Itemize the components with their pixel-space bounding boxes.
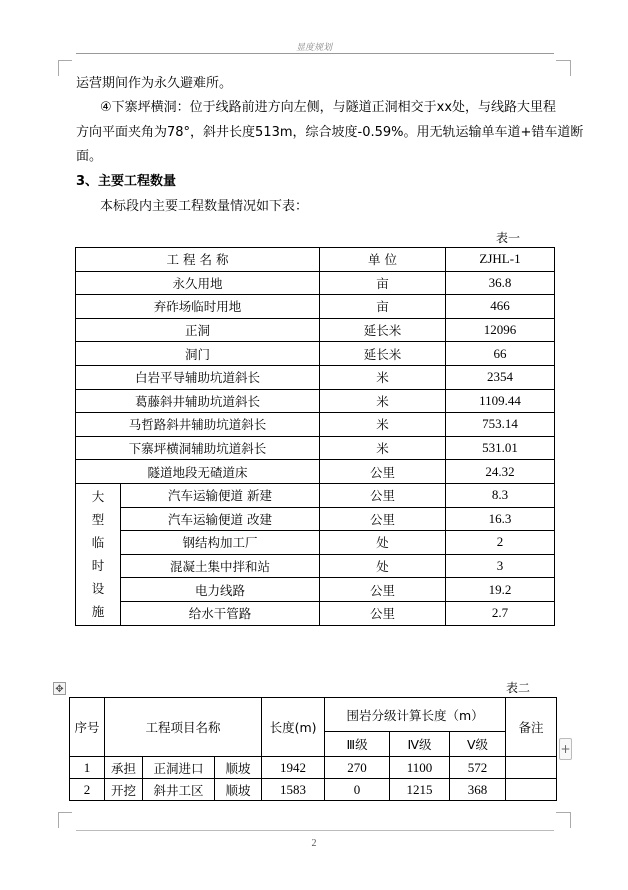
value-cell: 16.3 [446, 507, 555, 531]
group-label-cell: 大型临时设施 [76, 483, 121, 625]
crop-mark-tr [570, 60, 571, 76]
table-row [76, 578, 555, 602]
value-cell: 2 [446, 531, 555, 555]
header-rule [76, 53, 554, 54]
crop-mark-bl-h [58, 812, 72, 813]
type-cell: 开挖 [105, 779, 143, 801]
header-cell: 备注 [506, 698, 557, 757]
section-heading: 3、主要工程数量 [76, 174, 177, 189]
seq-cell: 1 [70, 757, 105, 779]
value-cell: 531.01 [446, 436, 555, 460]
unit-cell: 延长米 [320, 318, 446, 342]
crop-mark-br [570, 812, 571, 828]
header-cell: Ⅴ级 [450, 732, 506, 757]
table-row [70, 757, 557, 779]
unit-cell: 米 [320, 365, 446, 389]
unit-cell: 米 [320, 389, 446, 413]
paragraph-line: 运营期间作为永久避难所。 [76, 76, 233, 91]
value-cell: 66 [446, 342, 555, 366]
header-cell: 工 程 名 称 [76, 248, 320, 272]
header-cell: 长度(m) [262, 698, 325, 757]
crop-mark-br-h [556, 812, 570, 813]
rock-grade-table [69, 697, 557, 801]
value-cell: 12096 [446, 318, 555, 342]
name-cell: 给水干管路 [121, 601, 320, 625]
length-cell: 1583 [262, 779, 325, 801]
table-row [76, 389, 555, 413]
table-header-row [76, 248, 555, 272]
page-header: 显度规划 [295, 42, 332, 52]
crop-mark-tl [58, 60, 59, 76]
unit-cell: 处 [320, 531, 446, 555]
header-cell: 工程项目名称 [105, 698, 262, 757]
header-cell: 围岩分级计算长度（m） [325, 698, 506, 732]
name-cell: 电力线路 [121, 578, 320, 602]
value-cell: 753.14 [446, 413, 555, 437]
page-number: 2 [311, 838, 317, 849]
unit-cell: 亩 [320, 295, 446, 319]
grade3-cell: 0 [325, 779, 390, 801]
grade5-cell: 368 [450, 779, 506, 801]
name-cell: 弃砟场临时用地 [76, 295, 320, 319]
remark-cell [506, 757, 557, 779]
value-cell: 19.2 [446, 578, 555, 602]
footer-rule [76, 830, 554, 831]
paragraph-line: 本标段内主要工程数量情况如下表： [100, 199, 309, 214]
table-row [76, 271, 555, 295]
header-cell: ZJHL-1 [446, 248, 555, 272]
add-column-button[interactable]: + [559, 738, 572, 760]
slope-cell: 顺坡 [215, 779, 262, 801]
unit-cell: 公里 [320, 460, 446, 484]
grade4-cell: 1215 [390, 779, 450, 801]
table-row [76, 531, 555, 555]
table-row [70, 779, 557, 801]
crop-mark-bl [58, 812, 59, 828]
table-row [76, 413, 555, 437]
value-cell: 2.7 [446, 601, 555, 625]
table-row [76, 295, 555, 319]
name-cell: 钢结构加工厂 [121, 531, 320, 555]
unit-cell: 公里 [320, 507, 446, 531]
header-cell: 单 位 [320, 248, 446, 272]
table-row [76, 342, 555, 366]
location-cell: 斜井工区 [143, 779, 215, 801]
name-cell: 隧道地段无碴道床 [76, 460, 320, 484]
table-row [76, 460, 555, 484]
unit-cell: 延长米 [320, 342, 446, 366]
unit-cell: 米 [320, 413, 446, 437]
table-row [76, 507, 555, 531]
name-cell: 汽车运输便道 改建 [121, 507, 320, 531]
name-cell: 混凝土集中拌和站 [121, 554, 320, 578]
crop-mark-tl-h [58, 60, 72, 61]
name-cell: 葛藤斜井辅助坑道斜长 [76, 389, 320, 413]
paragraph-line: 面。 [76, 149, 103, 164]
grade3-cell: 270 [325, 757, 390, 779]
engineering-quantity-table [75, 247, 555, 626]
table-row [76, 483, 555, 507]
table-row [76, 601, 555, 625]
grade4-cell: 1100 [390, 757, 450, 779]
location-cell: 正洞进口 [143, 757, 215, 779]
table-row [76, 365, 555, 389]
unit-cell: 公里 [320, 578, 446, 602]
name-cell: 马哲路斜井辅助坑道斜长 [76, 413, 320, 437]
value-cell: 2354 [446, 365, 555, 389]
table2-caption: 表二 [506, 681, 531, 695]
name-cell: 下寨坪横洞辅助坑道斜长 [76, 436, 320, 460]
header-cell: Ⅲ级 [325, 732, 390, 757]
value-cell: 3 [446, 554, 555, 578]
value-cell: 1109.44 [446, 389, 555, 413]
slope-cell: 顺坡 [215, 757, 262, 779]
table-row [76, 436, 555, 460]
table1-caption: 表一 [496, 231, 521, 245]
value-cell: 8.3 [446, 483, 555, 507]
name-cell: 洞门 [76, 342, 320, 366]
header-cell: Ⅳ级 [390, 732, 450, 757]
name-cell: 白岩平导辅助坑道斜长 [76, 365, 320, 389]
header-cell: 序号 [70, 698, 105, 757]
seq-cell: 2 [70, 779, 105, 801]
paragraph-line: 方向平面夹角为78°，斜井长度513m，综合坡度-0.59%。用无轨运输单车道+错车道断 [76, 125, 584, 140]
table-row [76, 318, 555, 342]
value-cell: 24.32 [446, 460, 555, 484]
table-header-row [70, 698, 557, 732]
type-cell: 承担 [105, 757, 143, 779]
unit-cell: 公里 [320, 483, 446, 507]
unit-cell: 亩 [320, 271, 446, 295]
table-row [76, 554, 555, 578]
unit-cell: 处 [320, 554, 446, 578]
unit-cell: 公里 [320, 601, 446, 625]
name-cell: 正洞 [76, 318, 320, 342]
unit-cell: 米 [320, 436, 446, 460]
value-cell: 36.8 [446, 271, 555, 295]
value-cell: 466 [446, 295, 555, 319]
paragraph-line: ④下寨坪横洞：位于线路前进方向左侧，与隧道正洞相交于xx处，与线路大里程 [100, 100, 557, 115]
table-move-handle[interactable]: ✥ [53, 682, 66, 695]
remark-cell [506, 779, 557, 801]
name-cell: 汽车运输便道 新建 [121, 483, 320, 507]
length-cell: 1942 [262, 757, 325, 779]
name-cell: 永久用地 [76, 271, 320, 295]
grade5-cell: 572 [450, 757, 506, 779]
crop-mark-tr-h [556, 60, 570, 61]
